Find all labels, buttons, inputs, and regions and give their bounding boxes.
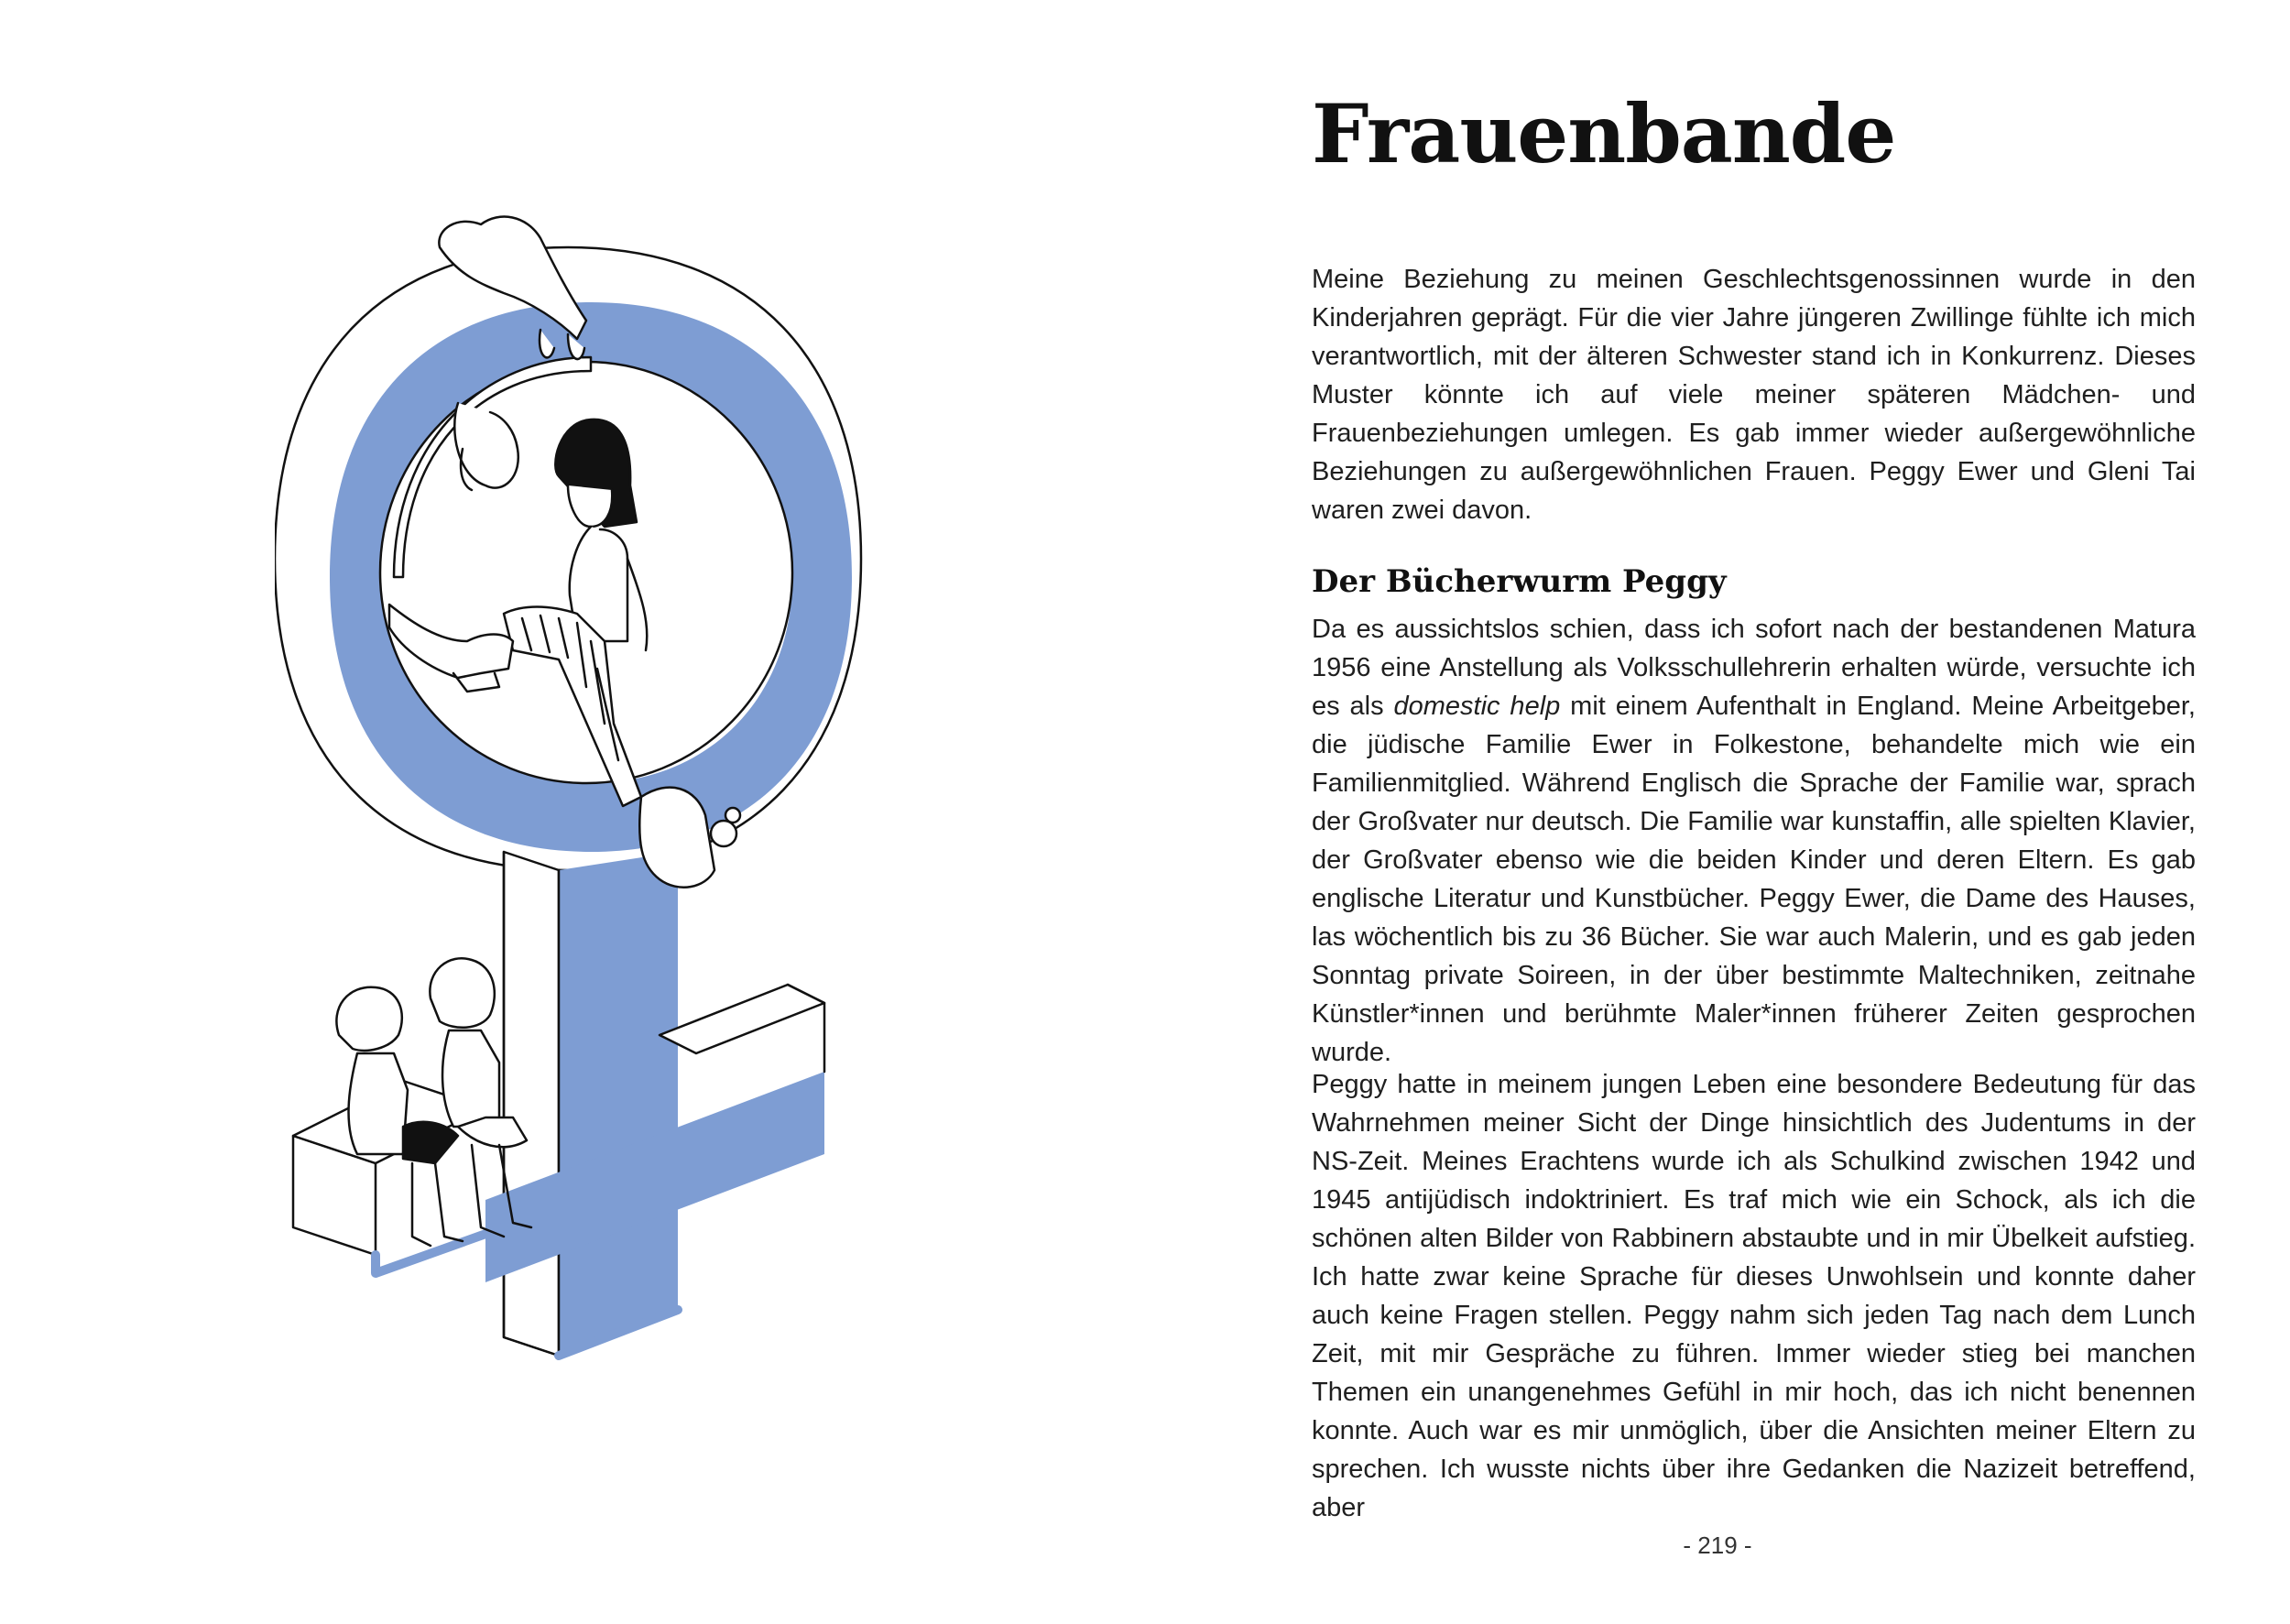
- body-paragraph-2: Peggy hatte in meinem jungen Leben eine besondere Bedeutung für das Wahrnehmen meiner Sicht der Dinge hinsichtlich des Judentums in der NS-Zeit. Meines Erachtens wurde ich als Schulkind zwischen 1942 und 1945 antijüdisch indoktriniert. Es traf mich wie ein Schock, als ich die schönen alten Bilder von Rabbinern abstaubte und in mir Übelkeit aufstieg. Ich hatte zwar keine Sprache für dieses Unwohlsein und konnte daher auch keine Fragen stellen. Peggy nahm sich jeden Tag nach dem Lunch Zeit, mit mir Gespräche zu führen. Immer wieder stieg bei manchen Themen ein unangenehmes Gefühl in mir hoch, das ich nicht benennen konnte. Auch war es mir unmöglich, über die Ansichten meiner Eltern zu sprechen. Ich wusste nichts über ihre Gedanken die Nazizeit betreffend, aber: [1312, 1070, 2196, 1522]
- page-number: - 219 -: [1683, 1531, 1752, 1559]
- intro-paragraph: Meine Beziehung zu meinen Geschlechtsgenossinnen wurde in den Kinderjahren geprägt. Für die vier Jahre jüngeren Zwillinge fühlte ich mich verantwortlich, mit der älteren Schwester stand ich in Konkurrenz. Dieses Muster könnte ich auf viele meiner späteren Mädchen- und Frauenbeziehungen umlegen. Es gab immer wieder außergewöhnliche Beziehungen zu außergewöhnlichen Frauen. Peggy Ewer und Gleni Tai waren zwei davon.: [1312, 265, 2196, 525]
- italic-phrase: domestic help: [1393, 692, 1561, 721]
- right-page: [1145, 0, 2290, 1624]
- venus-symbol-illustration: [275, 211, 870, 1401]
- chapter-title: Frauenbande: [1312, 86, 1896, 181]
- body-paragraph-1: [1312, 610, 2196, 1072]
- section-heading: Der Bücherwurm Peggy: [1312, 563, 1727, 600]
- paragraph-text: mit einem Aufenthalt in England. Meine Arbeitgeber, die jüdische Familie Ewer in Folkestone, behandelte mich wie ein Familienmitglied. Während Englisch die Sprache der Familie war, sprach der Großvater nur deutsch. Die Familie war kunstaffin, alle spielten Klavier, der Großvater ebenso wie die beiden Kinder und deren Eltern. Es gab englische Literatur und Kunstbücher. Peggy Ewer, die Dame des Hauses, las wöchentlich bis zu 36 Bücher. Sie war auch Malerin, und es gab jeden Sonntag private Soireen, in der über bestimmte Maltechniken, zeitnahe Künstler*innen und berühmte Maler*innen früherer Zeiten gesprochen wurde.: [1312, 692, 2196, 1067]
- paragraph-text: Da es aussichtslos schien, dass ich sofort nach der bestandenen Matura 1956 eine Anstellung als Volksschullehrerin erhalten würde, versuchte ich es als: [1312, 615, 2196, 721]
